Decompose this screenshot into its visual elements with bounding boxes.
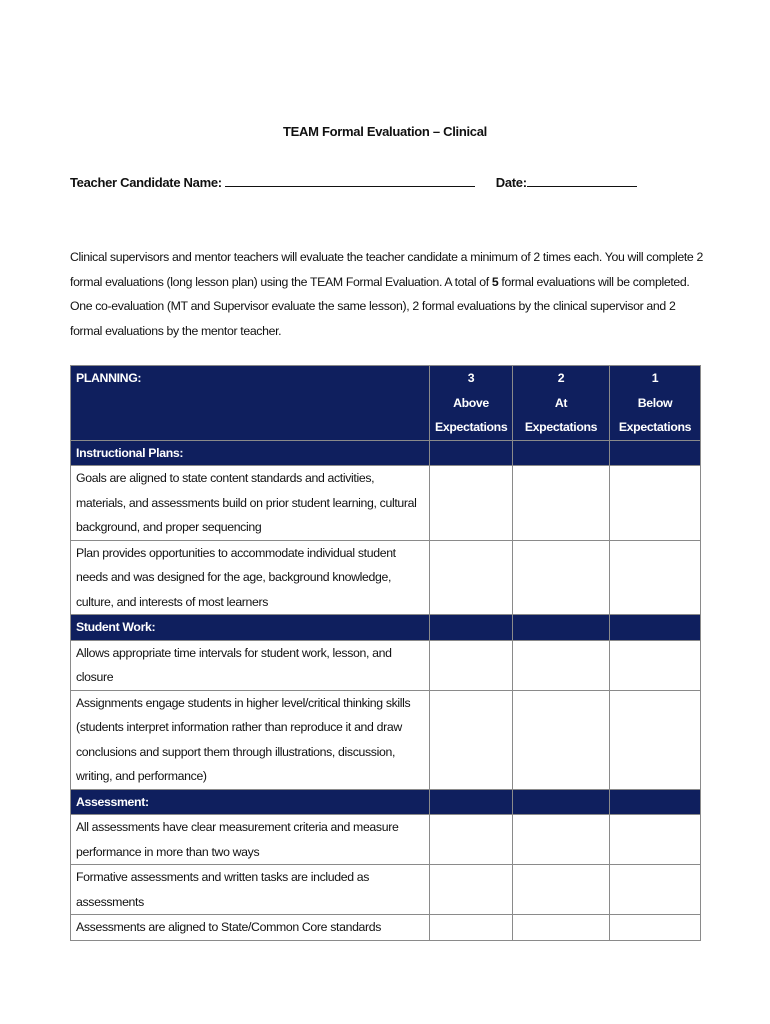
rating-3-cell[interactable]: [430, 540, 513, 615]
rating-2-cell[interactable]: [513, 865, 610, 915]
section-rating-cell: [610, 615, 701, 641]
section-row: [71, 440, 701, 466]
rating-3-cell[interactable]: [430, 690, 513, 789]
rating-3-cell[interactable]: [430, 466, 513, 541]
section-rating-cell: [430, 615, 513, 641]
section-row: [71, 789, 701, 815]
rating-1-cell[interactable]: [610, 690, 701, 789]
section-title: Student Work:: [71, 615, 430, 641]
criterion-text: Formative assessments and written tasks are included as assessments: [71, 865, 430, 915]
rating-1-cell[interactable]: [610, 915, 701, 941]
criterion-row: [71, 466, 701, 541]
section-rating-cell: [610, 789, 701, 815]
criterion-row: [71, 865, 701, 915]
rating-2-cell[interactable]: [513, 466, 610, 541]
teacher-name-field[interactable]: [225, 174, 475, 187]
criterion-row: [71, 540, 701, 615]
rating-1-cell[interactable]: [610, 815, 701, 865]
section-rating-cell: [610, 440, 701, 466]
criterion-row: [71, 815, 701, 865]
rating-3-cell[interactable]: [430, 865, 513, 915]
section-rating-cell: [513, 789, 610, 815]
criterion-text: Plan provides opportunities to accommodate individual student needs and was designed for the age, background knowledge, culture, and interests of most learners: [71, 540, 430, 615]
date-label: Date:: [495, 175, 527, 190]
intro-text-2: formal evaluations will be completed. One co-evaluation (MT and Supervisor evaluate the same lesson), 2 formal evaluations by the clinical supervisor and 2 formal evaluations by the mentor teacher.: [70, 274, 690, 338]
rating-3-cell[interactable]: [430, 915, 513, 941]
section-row: [71, 615, 701, 641]
section-rating-cell: [513, 440, 610, 466]
rating-header-1: 1 Below Expectations: [610, 366, 701, 441]
rating-2-cell[interactable]: [513, 815, 610, 865]
criterion-row: [71, 915, 701, 941]
section-rating-cell: [430, 789, 513, 815]
rating-2-cell[interactable]: [513, 915, 610, 941]
rating-2-cell[interactable]: [513, 640, 610, 690]
planning-header: PLANNING:: [71, 366, 430, 441]
criterion-text: Assessments are aligned to State/Common Core standards: [71, 915, 430, 941]
rating-2-cell[interactable]: [513, 690, 610, 789]
date-field[interactable]: [527, 174, 637, 187]
rating-2-cell[interactable]: [513, 540, 610, 615]
criterion-text: All assessments have clear measurement criteria and measure performance in more than two ways: [71, 815, 430, 865]
criterion-text: Goals are aligned to state content standards and activities, materials, and assessments build on prior student learning, cultural background, and proper sequencing: [71, 466, 430, 541]
rating-1-cell[interactable]: [610, 466, 701, 541]
rating-header-2: 2 At Expectations: [513, 366, 610, 441]
rating-header-3: 3 Above Expectations: [430, 366, 513, 441]
rating-1-cell[interactable]: [610, 865, 701, 915]
intro-paragraph: [70, 245, 710, 343]
section-title: Instructional Plans:: [71, 440, 430, 466]
teacher-name-label: Teacher Candidate Name:: [70, 175, 222, 190]
evaluation-table: [70, 365, 701, 941]
criterion-row: [71, 640, 701, 690]
rating-3-cell[interactable]: [430, 815, 513, 865]
page-title: TEAM Formal Evaluation – Clinical: [283, 124, 487, 139]
intro-bold-count: 5: [491, 274, 499, 289]
section-rating-cell: [513, 615, 610, 641]
criterion-row: [71, 690, 701, 789]
rating-3-cell[interactable]: [430, 640, 513, 690]
intro-text-1: Clinical supervisors and mentor teachers will evaluate the teacher candidate a minimum of 2 times each. You will complete 2 formal evaluations (long lesson plan) using the TEAM Formal Evaluation. A total of: [70, 250, 703, 289]
name-date-line: [70, 174, 637, 190]
criterion-text: Assignments engage students in higher level/critical thinking skills (students interpret information rather than reproduce it and draw conclusions and support them through illustrations, discussion, writing, and performance): [71, 690, 430, 789]
table-header-row: [71, 366, 701, 441]
rating-1-cell[interactable]: [610, 540, 701, 615]
rating-1-cell[interactable]: [610, 640, 701, 690]
section-rating-cell: [430, 440, 513, 466]
criterion-text: Allows appropriate time intervals for student work, lesson, and closure: [71, 640, 430, 690]
section-title: Assessment:: [71, 789, 430, 815]
